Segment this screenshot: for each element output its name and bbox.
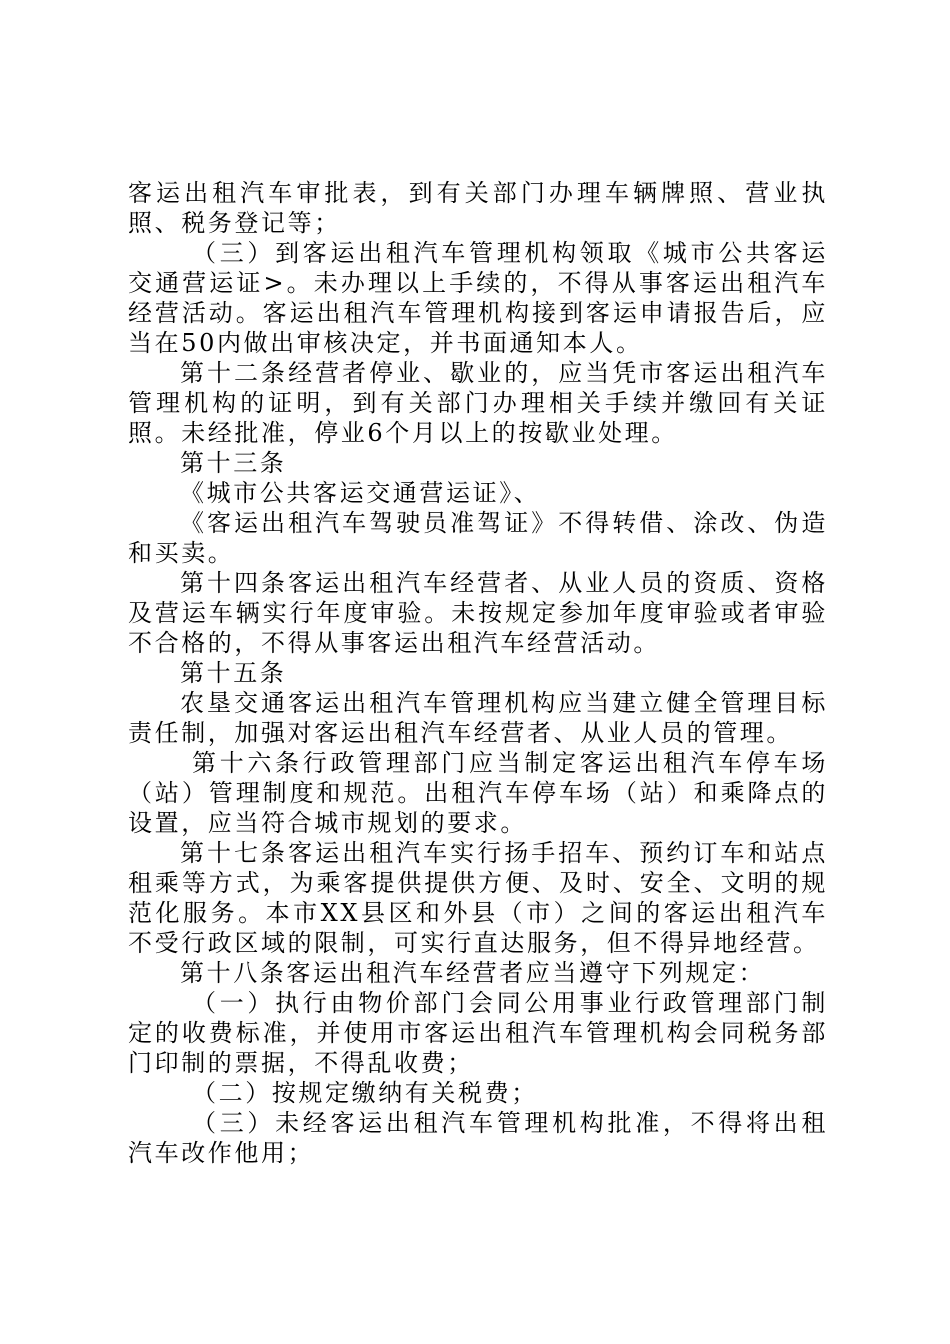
- article-18-item-1: （一）执行由物价部门会同公用事业行政管理部门制定的收费标准，并使用市客运出租汽车管理机构会同税务部门印制的票据，不得乱收费；: [128, 989, 828, 1077]
- document-body: [128, 178, 828, 1168]
- article-17-paragraph: 第十七条客运出租汽车实行扬手招车、预约订车和站点租乘等方式，为乘客提供提供方便、及时、安全、文明的规范化服务。本市XX县区和外县（市）之间的客运出租汽车不受行政区域的限制，可实行直达服务，但不得异地经营。: [128, 839, 828, 957]
- article-13-line-1: 《城市公共客运交通营运证》、: [180, 479, 541, 507]
- article-18-item-3: （三）未经客运出租汽车管理机构批准，不得将出租汽车改作他用；: [128, 1109, 828, 1167]
- paragraph-2: （三）到客运出租汽车管理机构领取《城市公共客运交通营运证>。未办理以上手续的，不得从事客运出租汽车经营活动。客运出租汽车管理机构接到客运申请报告后，应当在50内做出审核决定，并书面通知本人。: [128, 239, 828, 357]
- article-14-paragraph: 第十四条客运出租汽车经营者、从业人员的资质、资格及营运车辆实行年度审验。未按规定参加年度审验或者审验不合格的，不得从事客运出租汽车经营活动。: [128, 569, 828, 657]
- article-16-paragraph: 第十六条行政管理部门应当制定客运出租汽车停车场（站）管理制度和规范。出租汽车停车场（站）和乘降点的设置，应当符合城市规划的要求。: [128, 749, 828, 837]
- article-18-heading: 第十八条客运出租汽车经营者应当遵守下列规定：: [180, 959, 766, 987]
- paragraph-1: 客运出租汽车审批表，到有关部门办理车辆牌照、营业执照、税务登记等；: [128, 179, 828, 237]
- article-18-item-2: （二）按规定缴纳有关税费；: [192, 1079, 538, 1107]
- article-15-paragraph: 农垦交通客运出租汽车管理机构应当建立健全管理目标责任制，加强对客运出租汽车经营者、从业人员的管理。: [128, 689, 828, 747]
- article-15-heading: 第十五条: [180, 659, 287, 687]
- article-13-line-2: 《客运出租汽车驾驶员准驾证》不得转借、涂改、伪造和买卖。: [128, 509, 828, 567]
- article-13-heading: 第十三条: [180, 449, 287, 477]
- article-12-paragraph: 第十二条经营者停业、歇业的，应当凭市客运出租汽车管理机构的证明，到有关部门办理相关手续并缴回有关证照。未经批准，停业6个月以上的按歇业处理。: [128, 359, 828, 447]
